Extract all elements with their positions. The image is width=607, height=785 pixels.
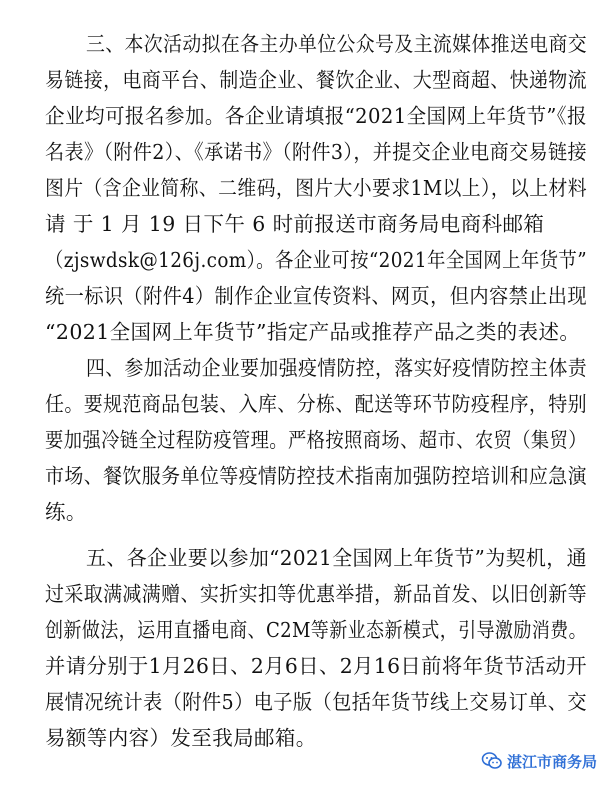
paragraph-1-line-3: 企业均可报名参加。各企业请填报“2021全国网上年货节”《报 (45, 104, 587, 128)
watermark (481, 749, 597, 773)
paragraph-1-line-7: （zjswdsk@126j.com）。各企业可按“2021年全国网上年货节” (45, 248, 587, 272)
wechat-icon (481, 750, 503, 772)
paragraph-2-line-4: 市场、餐饮服务单位等疫情防控技术指南加强防控培训和应急演 (45, 464, 587, 488)
paragraph-3-line-6: 易额等内容）发至我局邮箱。 (45, 726, 317, 750)
paragraph-1-line-6: 请 于 1 月 19 日下午 6 时前报送市商务局电商科邮箱 (45, 212, 545, 236)
paragraph-3-line-3: 创新做法，运用直播电商、C2M等新业态新模式，引导激励消费。 (45, 618, 587, 642)
paragraph-3-line-1: 五、各企业要以参加“2021全国网上年货节”为契机，通 (86, 546, 587, 570)
paragraph-1-line-2: 易链接，电商平台、制造企业、餐饮企业、大型商超、快递物流 (45, 68, 587, 92)
paragraph-3-line-4: 并请分别于1月26日、2月6日、2月16日前将年货节活动开 (45, 654, 587, 678)
paragraph-1-line-8: 统一标识（附件4）制作企业宣传资料、网页，但内容禁止出现 (45, 284, 587, 308)
paragraph-2-line-3: 要加强冷链全过程防疫管理。严格按照商场、超市、农贸（集贸） (45, 428, 587, 452)
paragraph-3-line-5: 展情况统计表（附件5）电子版（包括年货节线上交易订单、交 (45, 690, 587, 714)
watermark-text: 湛江市商务局 (506, 752, 597, 771)
paragraph-3-line-2: 过采取满减满赠、实折实扣等优惠举措，新品首发、以旧创新等 (45, 582, 587, 606)
paragraph-1-line-1: 三、本次活动拟在各主办单位公众号及主流媒体推送电商交 (86, 32, 587, 56)
paragraph-2-line-2: 任。要规范商品包装、入库、分栋、配送等环节防疫程序，特别 (45, 392, 587, 416)
paragraph-2-line-1: 四、参加活动企业要加强疫情防控，落实好疫情防控主体责 (86, 356, 587, 380)
paragraph-2-line-5: 练。 (45, 500, 87, 524)
paragraph-1-line-4: 名表》（附件2）、《承诺书》（附件3），并提交企业电商交易链接 (45, 140, 587, 164)
paragraph-1-line-9: “2021全国网上年货节”指定产品或推荐产品之类的表述。 (45, 320, 581, 344)
paragraph-1-line-5: 图片（含企业简称、二维码，图片大小要求1M以上），以上材料 (45, 176, 587, 200)
